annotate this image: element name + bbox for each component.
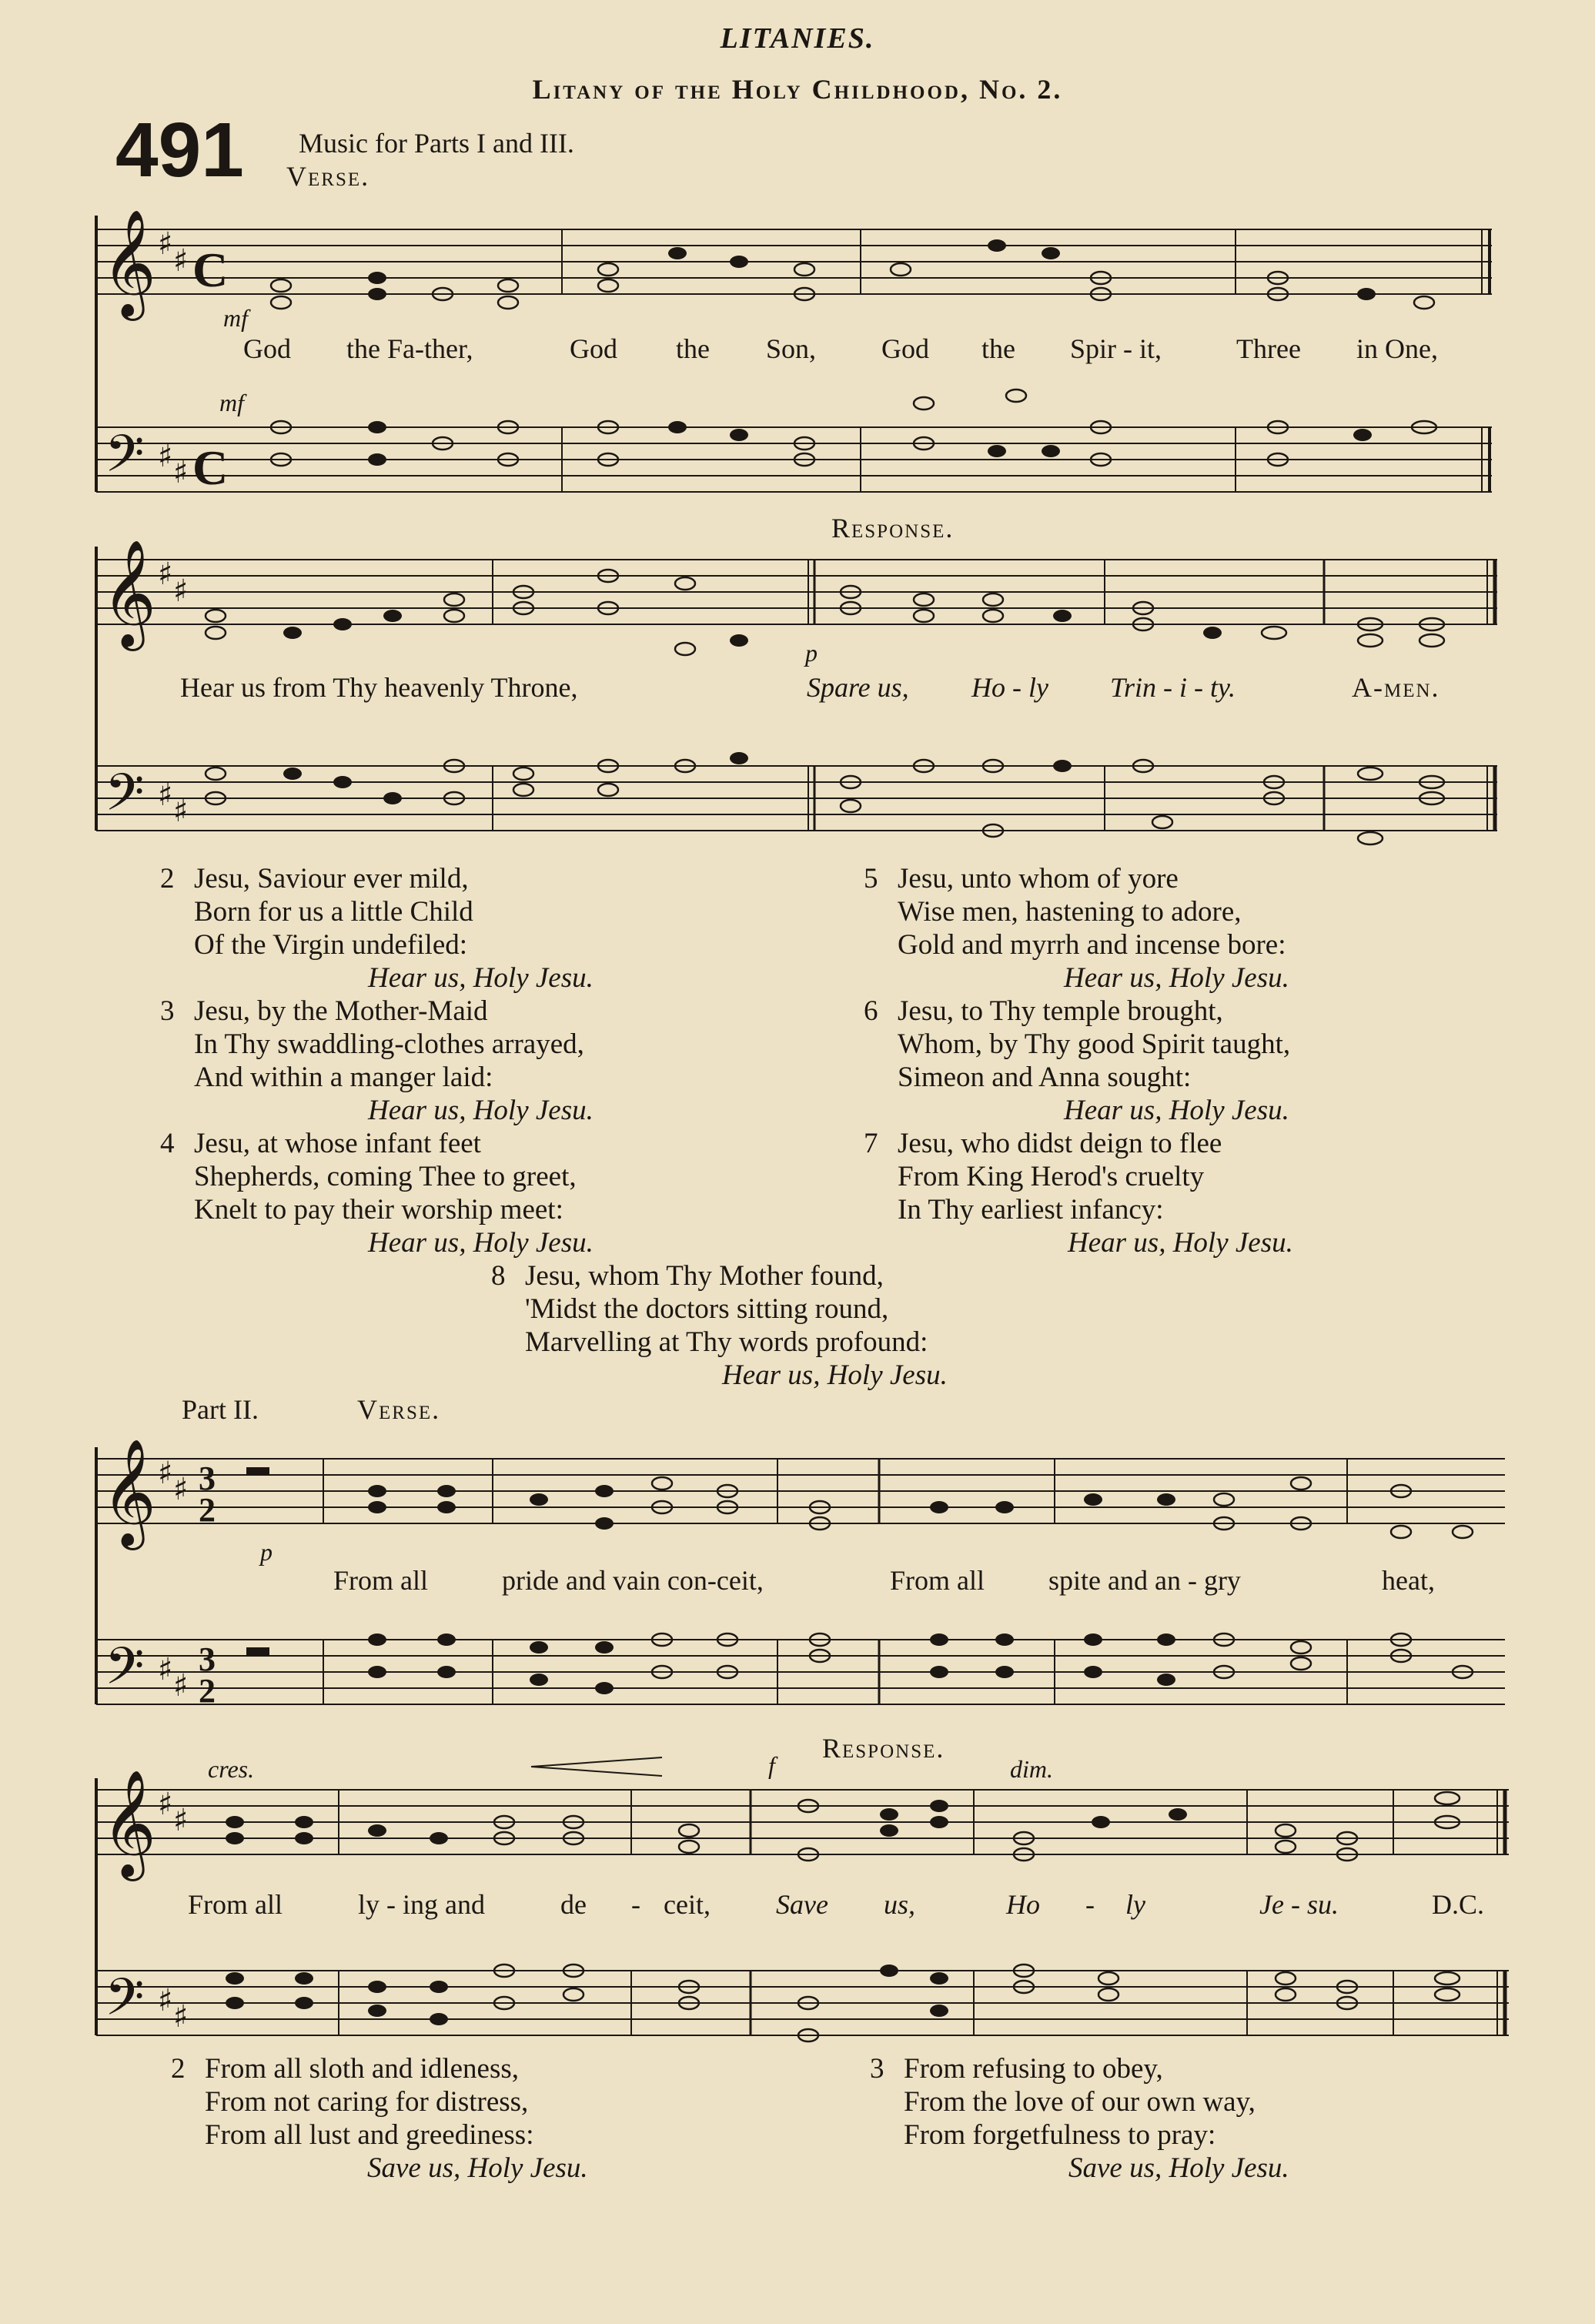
lyric-3c: From all bbox=[890, 1565, 985, 1596]
svg-text:♯: ♯ bbox=[158, 1456, 173, 1491]
lyric-4f: Save bbox=[776, 1889, 828, 1920]
treble-clef-1: 𝄞 bbox=[102, 209, 156, 316]
lyric-2c: Ho - ly bbox=[971, 672, 1048, 703]
dynamic-dim: dim. bbox=[1010, 1755, 1053, 1783]
amen: A-men. bbox=[1352, 672, 1440, 703]
dynamic-mf-bass: mf bbox=[219, 389, 244, 416]
litany-title: Litany of the Holy Childhood, No. 2. bbox=[532, 74, 1063, 105]
music-note: Music for Parts I and III. bbox=[299, 128, 574, 159]
svg-text:C: C bbox=[192, 440, 229, 495]
lyric-3d: spite and an - gry bbox=[1048, 1565, 1241, 1596]
stanza-7: 7 Jesu, who didst deign to flee From King Herod's cruelty In Thy earliest infancy: Hear us, Holy Jesu. bbox=[864, 1128, 1293, 1259]
lyric-3e: heat, bbox=[1382, 1565, 1435, 1596]
treble-clef-2: 𝄞 bbox=[102, 540, 156, 647]
dynamic-f: f bbox=[768, 1751, 775, 1779]
bass-clef-1: 𝄢 bbox=[105, 424, 145, 496]
stanza-6: 6 Jesu, to Thy temple brought, Whom, by Thy good Spirit taught, Simeon and Anna sought: Hear us, Holy Jesu. bbox=[864, 995, 1291, 1126]
lyric-1-4: Son, bbox=[766, 333, 817, 364]
svg-text:3: 3 bbox=[199, 1640, 216, 1678]
bass-clef-3: 𝄢 bbox=[105, 1637, 145, 1708]
stanza-part2-3: 3 From refusing to obey, From the love of our own way, From forgetfulness to pray: Save us, Holy Jesu. bbox=[870, 2053, 1289, 2184]
stanza-3: 3 Jesu, by the Mother-Maid In Thy swaddling-clothes arrayed, And within a manger laid: Hear us, Holy Jesu. bbox=[160, 995, 594, 1126]
lyric-1-8: Three bbox=[1236, 333, 1301, 364]
lyric-1-1: the Fa-ther, bbox=[346, 333, 473, 364]
verse-label: Verse. bbox=[286, 161, 370, 192]
lyric-4j: ly bbox=[1125, 1889, 1145, 1920]
da-capo: D.C. bbox=[1432, 1889, 1485, 1920]
treble-clef-4: 𝄞 bbox=[102, 1770, 156, 1877]
svg-text:♯: ♯ bbox=[158, 1652, 173, 1687]
svg-text:♯: ♯ bbox=[158, 557, 173, 592]
treble-notes-4 bbox=[494, 1792, 1460, 1861]
response-label-2: Response. bbox=[822, 1733, 945, 1764]
dynamic-p-response: p bbox=[805, 639, 818, 667]
lyric-3b: pride and vain con-ceit, bbox=[502, 1565, 764, 1596]
bass-clef-4: 𝄢 bbox=[105, 1968, 145, 2039]
stanza-2: 2 Jesu, Saviour ever mild, Born for us a little Child Of the Virgin undefiled: Hear us, Holy Jesu. bbox=[160, 863, 594, 994]
lyric-2d: Trin - i - ty. bbox=[1110, 672, 1236, 703]
common-time-1: C bbox=[192, 242, 229, 297]
lyric-2b: Spare us, bbox=[807, 672, 909, 703]
lyric-4k: Je - su. bbox=[1259, 1889, 1339, 1920]
treble-clef-3: 𝄞 bbox=[102, 1439, 156, 1546]
time-signature-3: 3 bbox=[199, 1460, 216, 1497]
svg-text:♯: ♯ bbox=[173, 573, 189, 609]
svg-text:♯: ♯ bbox=[173, 243, 189, 279]
dynamic-mf-treble: mf bbox=[223, 304, 248, 332]
part-2-label: Part II. bbox=[182, 1394, 259, 1425]
stanza-4: 4 Jesu, at whose infant feet Shepherds, coming Thee to greet, Knelt to pay their worship meet: Hear us, Holy Jesu. bbox=[160, 1128, 594, 1259]
svg-text:2: 2 bbox=[199, 1491, 216, 1529]
key-signature-treble-1: ♯ bbox=[158, 226, 173, 262]
bass-clef-2: 𝄢 bbox=[105, 763, 145, 834]
lyric-4i: - bbox=[1085, 1889, 1095, 1920]
lyric-3a: From all bbox=[333, 1565, 428, 1596]
lyric-1-3: the bbox=[676, 333, 710, 364]
stanza-5: 5 Jesu, unto whom of yore Wise men, hastening to adore, Gold and myrrh and incense bore: Hear us, Holy Jesu. bbox=[864, 863, 1289, 994]
lyric-4g: us, bbox=[884, 1889, 916, 1920]
lyric-1-6: the bbox=[981, 333, 1015, 364]
stanza-part2-2: 2 From all sloth and idleness, From not caring for distress, From all lust and greediness: Save us, Holy Jesu. bbox=[171, 2053, 588, 2184]
dynamic-p-part2: p bbox=[260, 1538, 273, 1566]
dynamic-cres: cres. bbox=[208, 1755, 255, 1783]
lyric-4a: From all bbox=[188, 1889, 283, 1920]
lyric-4d: - bbox=[631, 1889, 640, 1920]
lyric-4h: Ho bbox=[1006, 1889, 1040, 1920]
crescendo-hairpin bbox=[531, 1757, 662, 1776]
lyric-1-7: Spir - it, bbox=[1070, 333, 1162, 364]
svg-text:♯: ♯ bbox=[158, 1787, 173, 1822]
lyric-1-9: in One, bbox=[1356, 333, 1438, 364]
svg-text:♯: ♯ bbox=[173, 455, 189, 490]
key-signature-bass-1: ♯ bbox=[158, 439, 173, 474]
svg-text:2: 2 bbox=[199, 1672, 216, 1710]
lyric-1-0: God bbox=[243, 333, 291, 364]
svg-text:♯: ♯ bbox=[173, 1999, 189, 2035]
svg-text:♯: ♯ bbox=[158, 777, 173, 813]
part-2-verse-label: Verse. bbox=[357, 1394, 441, 1425]
svg-text:♯: ♯ bbox=[158, 1983, 173, 2018]
lyric-4c: de bbox=[560, 1889, 587, 1920]
lyric-2a: Hear us from Thy heavenly Throne, bbox=[180, 672, 578, 703]
lyric-1-5: God bbox=[881, 333, 929, 364]
svg-text:♯: ♯ bbox=[173, 1668, 189, 1704]
stanza-8: 8 Jesu, whom Thy Mother found, 'Midst the doctors sitting round, Marvelling at Thy words profound: Hear us, Holy Jesu. bbox=[491, 1260, 948, 1391]
svg-text:♯: ♯ bbox=[173, 1472, 189, 1507]
hymn-number: 491 bbox=[115, 107, 244, 193]
response-label-1: Response. bbox=[831, 513, 955, 543]
lyric-4e: ceit, bbox=[664, 1889, 711, 1920]
svg-text:♯: ♯ bbox=[173, 1803, 189, 1838]
lyric-4b: ly - ing and bbox=[358, 1889, 485, 1920]
svg-text:♯: ♯ bbox=[173, 794, 189, 829]
section-heading: LITANIES. bbox=[720, 22, 875, 55]
lyric-1-2: God bbox=[570, 333, 617, 364]
bass-notes-filled-4 bbox=[226, 1965, 948, 2025]
